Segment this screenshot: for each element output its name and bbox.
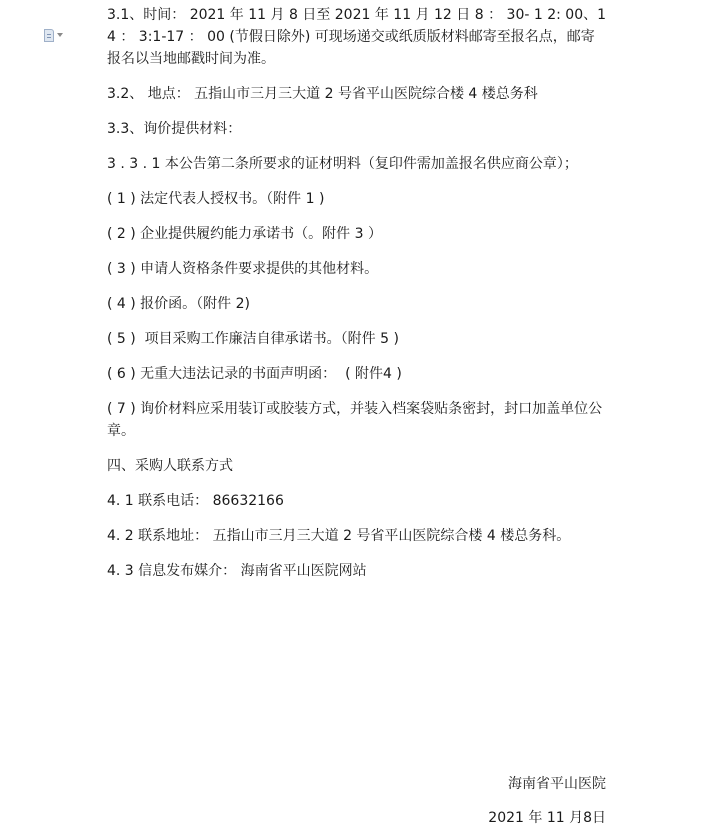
contact-phone: 4. 1 联系电话： 86632166 (107, 493, 284, 509)
list-item: ( 5 ) 项目采购工作廉洁自律承诺书。（附件 5 ) (107, 331, 399, 347)
document-icon[interactable] (44, 27, 74, 43)
list-item: ( 6 ) 无重大违法记录的书面声明函： ( 附件4 ) (107, 366, 402, 382)
paragraph-materials-heading: 3.3、询价提供材料： (107, 121, 242, 137)
paragraph-location: 3.2、 地点： 五指山市三月三大道 2 号省平山医院综合楼 4 楼总务科 (107, 86, 538, 102)
list-item: ( 7 ) 询价材料应采用装订或胶装方式，并装入档案袋贴条密封，封口加盖单位公章。 (107, 401, 603, 439)
section-heading-contact: 四、采购人联系方式 (107, 458, 233, 474)
signature-organization: 海南省平山医院 (508, 776, 606, 792)
signature-block (488, 773, 606, 829)
paragraph-materials-intro: 3 . 3 . 1 本公告第二条所要求的证材明料（复印件需加盖报名供应商公章）； (107, 156, 578, 172)
list-item: ( 4 ) 报价函。（附件 2) (107, 296, 251, 312)
list-item: ( 2 ) 企业提供履约能力承诺书（。附件 3 ） (107, 226, 382, 242)
chevron-down-icon (57, 33, 63, 37)
list-item: ( 3 ) 申请人资格条件要求提供的其他材料。 (107, 261, 379, 277)
signature-date: 2021 年 11 月8日 (488, 810, 606, 826)
list-item: ( 1 ) 法定代表人授权书。（附件 1 ) (107, 191, 325, 207)
contact-media: 4. 3 信息发布媒介： 海南省平山医院网站 (107, 563, 367, 579)
page-icon (44, 29, 54, 42)
document-body (107, 4, 607, 595)
paragraph-time: 3.1、时间： 2021 年 11 月 8 日至 2021 年 11 月 12 日 8 ： 30- 1 2: 00、14 ： 3:1-17 ： 00 (节假日除外) 可现场递交或纸质版材料邮寄至报名点，邮寄报名以当地邮戳时间为准。 (107, 7, 607, 67)
contact-address: 4. 2 联系地址： 五指山市三月三大道 2 号省平山医院综合楼 4 楼总务科。 (107, 528, 571, 544)
